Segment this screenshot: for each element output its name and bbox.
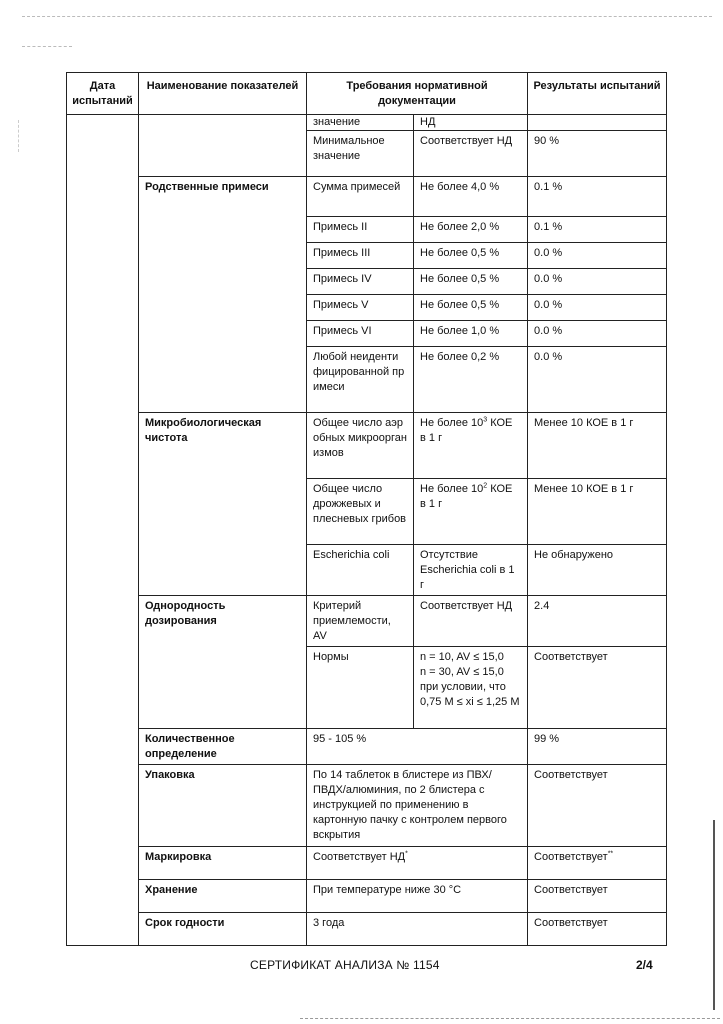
sub-label: Нормы [307,647,414,729]
requirement-value: Отсутствие Escherichia coli в 1 г [414,545,528,596]
req-text: Соответствует НД [313,851,406,863]
header-row [67,73,667,115]
sub-label: Примесь II [307,217,414,243]
result-value: 2.4 [528,596,667,647]
sub-label: Примесь V [307,295,414,321]
requirement-value: Соответствует НД [414,131,528,177]
result-value: Менее 10 КОЕ в 1 г [528,413,667,479]
result-value: 0.0 % [528,295,667,321]
sub-label: Общее число дрожжевых и плесневых грибов [307,479,414,545]
continued-param-cell [139,115,307,177]
requirement-value [307,847,528,880]
header-date: Дата испытаний [67,73,139,115]
req-text: Не более 10 [420,483,484,495]
table-row [67,847,667,880]
result-value [528,115,667,131]
requirement-value: При температуре ниже 30 °С [307,880,528,913]
result-value: Соответствует [528,765,667,847]
result-value: Менее 10 КОЕ в 1 г [528,479,667,545]
requirement-value: НД [414,115,528,131]
table-row [67,913,667,946]
result-text: Соответствует [534,851,608,863]
requirement-value: Не более 4,0 % [414,177,528,217]
sub-label: значение [307,115,414,131]
requirement-value: Соответствует НД [414,596,528,647]
param-uniformity: Однородность дозирования [139,596,307,729]
norm-line: при условии, что 0,75 M ≤ xi ≤ 1,25 M [420,681,520,708]
result-value: 0.0 % [528,321,667,347]
sub-label: Escherichia coli [307,545,414,596]
sub-label: Сумма примесей [307,177,414,217]
sub-label: Примесь VI [307,321,414,347]
result-value: 0.0 % [528,269,667,295]
req-exponent: 2 [483,482,488,490]
header-requirements: Требования нормативной документации [307,73,528,115]
req-exponent: 3 [483,416,488,424]
table-row [67,880,667,913]
req-unit: КОЕ в 1 г [420,417,513,444]
requirement-value: Не более 0,2 % [414,347,528,413]
table-row [67,413,667,479]
requirement-value [414,647,528,729]
result-value: Не обнаружено [528,545,667,596]
sub-label: Минимальное значение [307,131,414,177]
requirement-value: Не более 1,0 % [414,321,528,347]
param-labeling: Маркировка [139,847,307,880]
scan-artifact-line [22,46,72,47]
sub-label: Примесь IV [307,269,414,295]
param-packaging: Упаковка [139,765,307,847]
req-text: Не более 10 [420,417,484,429]
result-value: Соответствует [528,880,667,913]
param-microbiology: Микробиологическая чистота [139,413,307,596]
table-row [67,177,667,217]
scan-edge-mark [713,820,715,1010]
analysis-table [66,72,667,946]
result-value: 99 % [528,729,667,765]
param-impurities: Родственные примеси [139,177,307,413]
header-name: Наименование показателей [139,73,307,115]
requirement-value: Не более 0,5 % [414,269,528,295]
footnote-mark: * [405,850,408,858]
param-shelf-life: Срок годности [139,913,307,946]
table-row [67,596,667,647]
requirement-value: Не более 2,0 % [414,217,528,243]
req-unit: КОЕ в 1 г [420,483,513,510]
requirement-value [414,479,528,545]
scan-bottom-line [300,1018,720,1019]
header-results: Результаты испытаний [528,73,667,115]
sub-label: Любой неидентифицированной примеси [307,347,414,413]
table-row [67,729,667,765]
result-value: Соответствует [528,647,667,729]
result-value: 0.0 % [528,347,667,413]
norm-line: n = 10, AV ≤ 15,0 [420,651,504,663]
requirement-value: Не более 0,5 % [414,243,528,269]
result-value: 0.1 % [528,217,667,243]
result-value: 0.1 % [528,177,667,217]
param-storage: Хранение [139,880,307,913]
table-row [67,765,667,847]
table-row [67,115,667,131]
param-assay: Количественное определение [139,729,307,765]
sub-label: Примесь III [307,243,414,269]
date-cell [67,115,139,946]
result-value: 0.0 % [528,243,667,269]
scan-top-line [22,16,712,17]
sub-label: Критерий приемлемости, AV [307,596,414,647]
sub-label: Общее число аэробных микроорганизмов [307,413,414,479]
footnote-mark: ** [607,850,614,858]
certificate-title: СЕРТИФИКАТ АНАЛИЗА № 1154 [250,958,440,972]
requirement-value: 95 - 105 % [307,729,528,765]
requirement-value [414,413,528,479]
requirement-value: Не более 0,5 % [414,295,528,321]
result-value: Соответствует [528,913,667,946]
page-number: 2/4 [636,958,653,972]
requirement-value: 3 года [307,913,528,946]
requirement-value: По 14 таблеток в блистере из ПВХ/ПВДХ/алюминия, по 2 блистера с инструкцией по применению в картонную пачку с контролем первого вскрытия [307,765,528,847]
norm-line: n = 30, AV ≤ 15,0 [420,666,504,678]
result-value: 90 % [528,131,667,177]
result-value [528,847,667,880]
scan-artifact-vline [18,120,19,152]
